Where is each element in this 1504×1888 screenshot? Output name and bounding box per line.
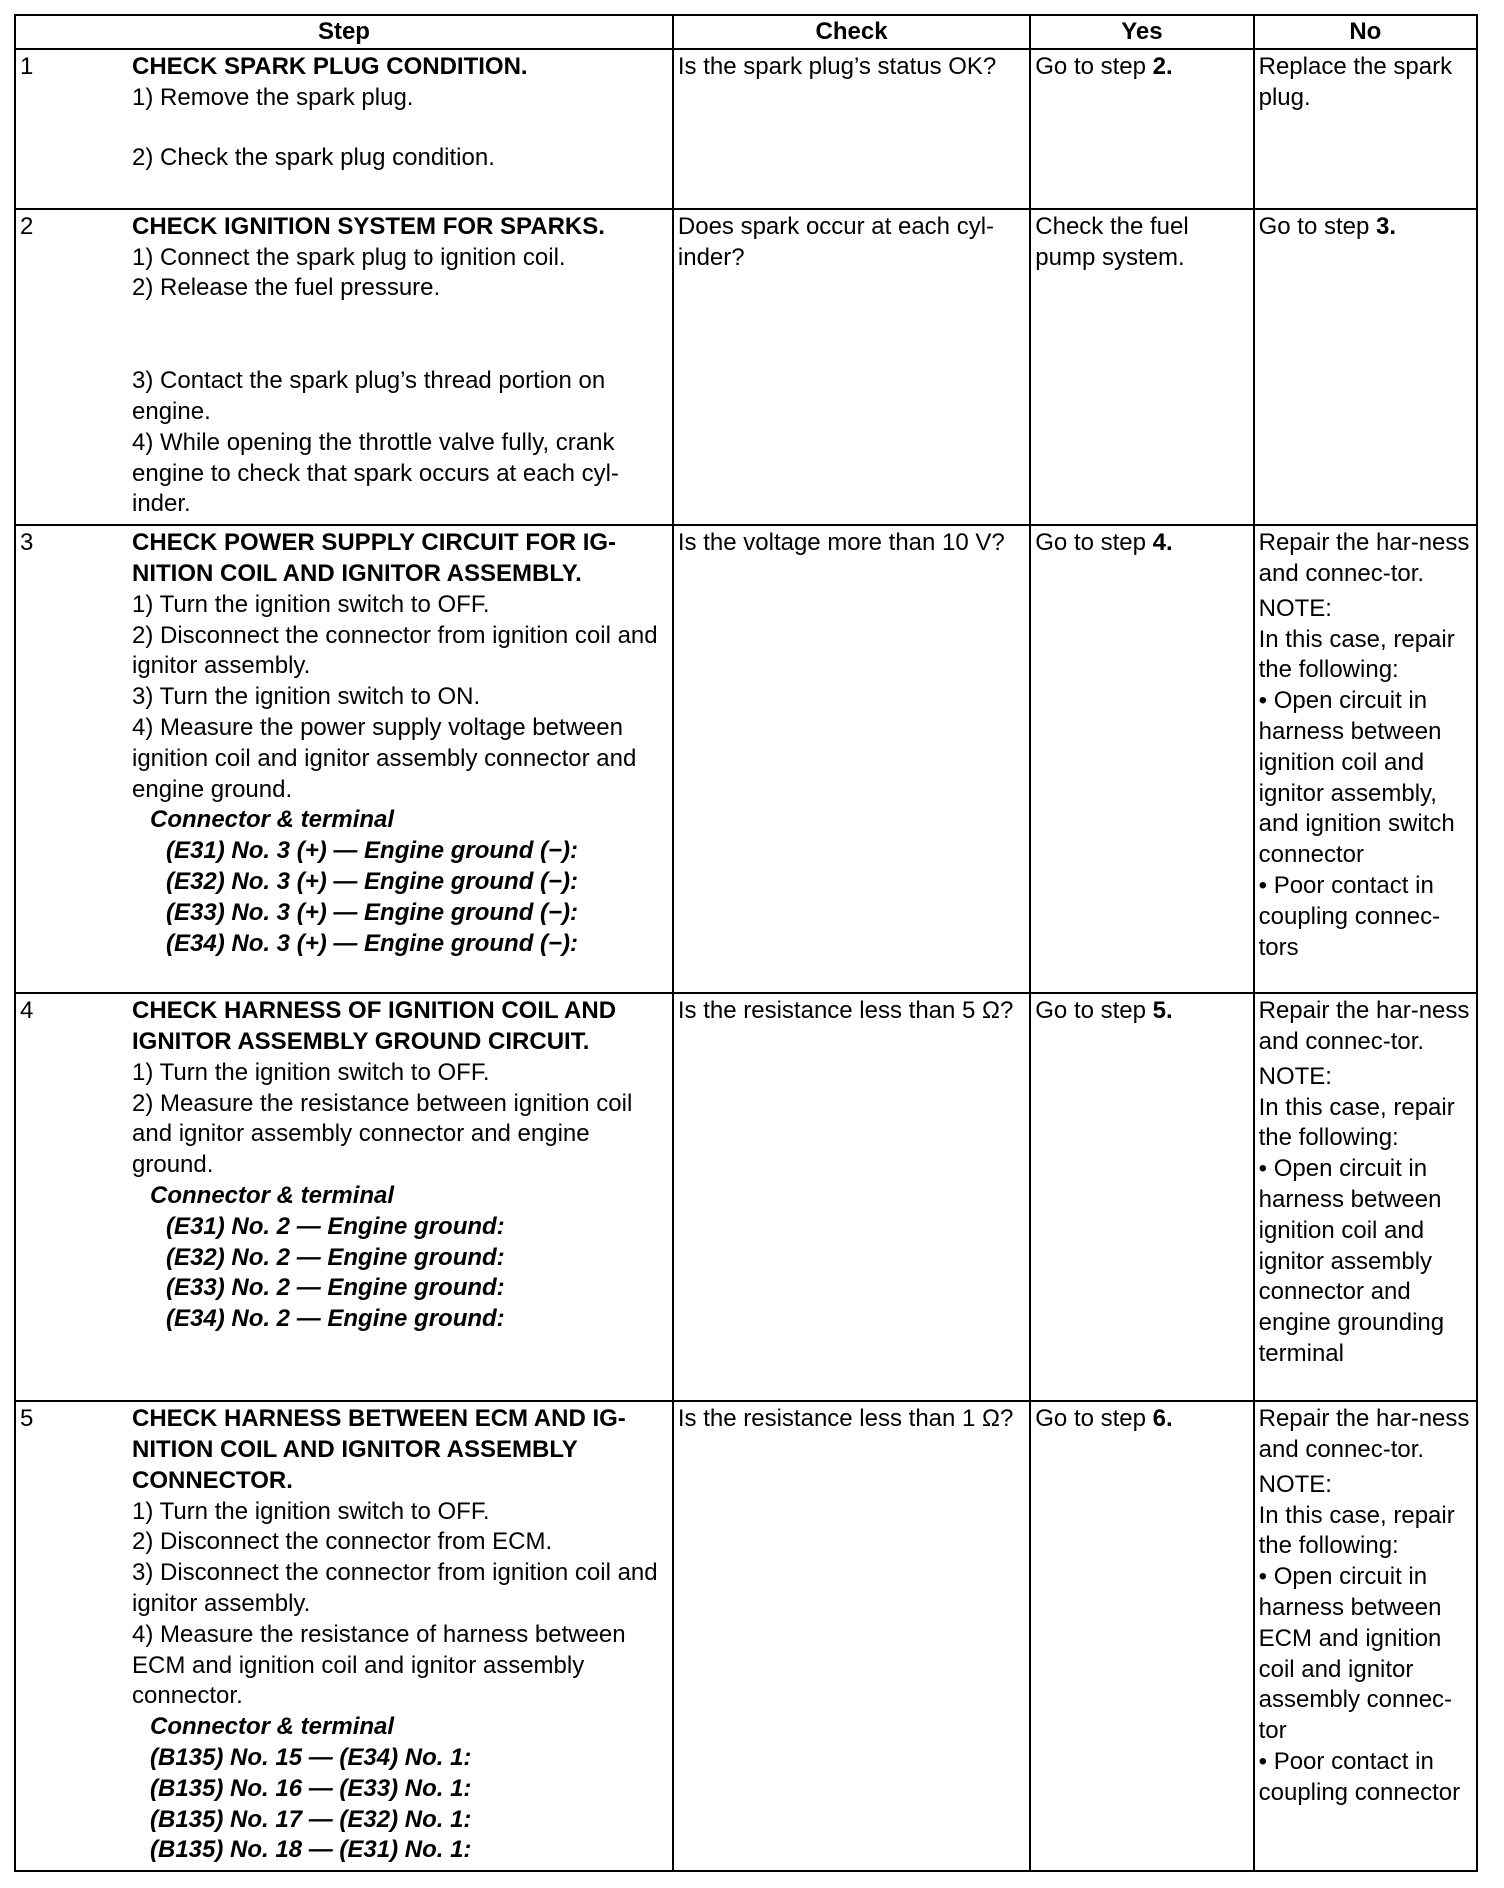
yes-cell [1030,993,1253,1401]
yes-prefix: Go to step [1035,1405,1153,1433]
yes-step-ref: 5 [1152,997,1167,1025]
step-title: CHECK IGNITION SYSTEM FOR SPARKS. [132,212,605,240]
step-number: 3 [20,529,34,557]
yes-step-ref: 4 [1152,529,1167,557]
check-cell: Does spark occur at each cyl-inder? [673,209,1030,525]
step-cell [15,993,673,1401]
note-text: In this case, repair the following: [1258,1093,1455,1152]
note-bullet: • Open circuit in harness between ECM and ignition coil and ignitor assembly connec-tor [1259,1562,1472,1747]
step-title: CHECK HARNESS OF IGNITION COIL AND IGNITOR ASSEMBLY GROUND CIRCUIT. [132,997,617,1055]
table-row [15,209,1477,525]
yes-cell [1030,1401,1253,1871]
note-bullet: • Open circuit in harness between ignition coil and ignitor assembly, and ignition switch connector [1259,686,1472,871]
no-suffix: . [1389,212,1397,240]
step-action: 1) Remove the spark plug. [132,83,414,111]
note-label: NOTE: [1258,1062,1332,1090]
step-number: 2 [20,212,34,240]
step-action: 2) Release the fuel pressure. [132,274,441,302]
step-number: 5 [20,1405,34,1433]
connector-heading: Connector & terminal [150,1181,395,1209]
step-action: 3) Contact the spark plug’s thread portion on engine. [132,367,606,425]
step-action: 3) Disconnect the connector from ignition coil and ignitor assembly. [132,1559,658,1617]
note-bullet: • Poor contact in coupling connec-tors [1259,871,1472,963]
table-row [15,49,1477,209]
no-action: Repair the har-ness and connec-tor. [1258,529,1470,587]
connector-item: (E32) No. 3 (+) — Engine ground (−): [166,867,579,895]
note-label: NOTE: [1258,1470,1332,1498]
step-cell [15,525,673,993]
step-title: CHECK SPARK PLUG CONDITION. [132,52,528,80]
connector-item: (E34) No. 3 (+) — Engine ground (−): [166,929,579,957]
yes-suffix: . [1166,52,1173,80]
no-cell: Replace the spark plug. [1254,49,1477,209]
step-action: 2) Disconnect the connector from ECM. [132,1528,553,1556]
step-action: 2) Measure the resistance between ignition coil and ignitor assembly connector and engine ground. [132,1089,633,1179]
no-action: Repair the har-ness and connec-tor. [1258,997,1470,1055]
note-text: In this case, repair the following: [1258,1501,1455,1560]
connector-item: (B135) No. 15 — (E34) No. 1: [150,1743,472,1771]
no-cell [1254,1401,1477,1871]
step-number: 4 [20,997,34,1025]
yes-prefix: Go to step [1035,52,1153,80]
step-action: 3) Turn the ignition switch to ON. [132,683,481,711]
no-step-ref: 3 [1376,212,1390,240]
yes-suffix: . [1166,997,1173,1025]
connector-item: (E33) No. 2 — Engine ground: [166,1274,505,1302]
header-check: Check [673,15,1030,49]
note-label: NOTE: [1258,594,1332,622]
connector-item: (E31) No. 3 (+) — Engine ground (−): [166,837,579,865]
note-bullet: • Poor contact in coupling connector [1259,1747,1472,1809]
yes-suffix: . [1166,1405,1173,1433]
step-title: CHECK POWER SUPPLY CIRCUIT FOR IG-NITION COIL AND IGNITOR ASSEMBLY. [132,529,617,587]
check-cell: Is the voltage more than 10 V? [673,525,1030,993]
table-row [15,993,1477,1401]
check-cell: Is the spark plug’s status OK? [673,49,1030,209]
no-cell [1254,993,1477,1401]
yes-step-ref: 6 [1152,1405,1167,1433]
step-cell [15,49,673,209]
no-action: Repair the har-ness and connec-tor. [1258,1405,1470,1463]
step-action: 2) Disconnect the connector from ignition coil and ignitor assembly. [132,621,658,680]
step-action: 1) Connect the spark plug to ignition coil. [132,243,566,271]
diagnostic-table [14,14,1478,1872]
header-no: No [1254,15,1477,49]
connector-item: (B135) No. 16 — (E33) No. 1: [150,1774,472,1802]
step-action: 2) Check the spark plug condition. [132,144,495,172]
connector-item: (E31) No. 2 — Engine ground: [166,1212,505,1240]
note-bullet: • Open circuit in harness between ignition coil and ignitor assembly connector and engine grounding terminal [1259,1154,1472,1370]
step-cell [15,1401,673,1871]
yes-prefix: Go to step [1035,529,1153,557]
table-row [15,1401,1477,1871]
yes-cell [1030,49,1253,209]
connector-heading: Connector & terminal [150,1713,395,1741]
connector-item: (E34) No. 2 — Engine ground: [166,1305,505,1333]
step-title: CHECK HARNESS BETWEEN ECM AND IG-NITION COIL AND IGNITOR ASSEMBLY CONNECTOR. [132,1405,626,1494]
step-cell [15,209,673,525]
connector-item: (E32) No. 2 — Engine ground: [166,1243,505,1271]
check-cell: Is the resistance less than 1 Ω? [673,1401,1030,1871]
yes-cell [1030,525,1253,993]
diagnostic-page [14,14,1478,1872]
no-cell [1254,209,1477,525]
connector-item: (B135) No. 17 — (E32) No. 1: [150,1805,472,1833]
no-cell [1254,525,1477,993]
note-text: In this case, repair the following: [1258,625,1455,684]
step-action: 4) Measure the resistance of harness between ECM and ignition coil and ignitor assembly connector. [132,1620,626,1710]
header-yes: Yes [1030,15,1253,49]
connector-item: (B135) No. 18 — (E31) No. 1: [150,1836,472,1864]
table-header-row [15,15,1477,49]
no-prefix: Go to step [1258,212,1377,240]
step-action: 1) Turn the ignition switch to OFF. [132,1497,490,1525]
step-action: 1) Turn the ignition switch to OFF. [132,590,490,618]
step-action: 4) While opening the throttle valve fully, crank engine to check that spark occurs at each cyl-inder. [132,428,619,518]
connector-heading: Connector & terminal [150,806,395,834]
header-step: Step [15,15,673,49]
connector-item: (E33) No. 3 (+) — Engine ground (−): [166,898,579,926]
check-cell: Is the resistance less than 5 Ω? [673,993,1030,1401]
yes-prefix: Go to step [1035,997,1153,1025]
yes-suffix: . [1166,529,1173,557]
step-action: 4) Measure the power supply voltage between ignition coil and ignitor assembly connector and engine ground. [132,713,637,803]
yes-cell: Check the fuel pump system. [1030,209,1253,525]
table-row [15,525,1477,993]
step-action: 1) Turn the ignition switch to OFF. [132,1058,490,1086]
step-number: 1 [20,52,34,80]
yes-step-ref: 2 [1152,52,1167,80]
